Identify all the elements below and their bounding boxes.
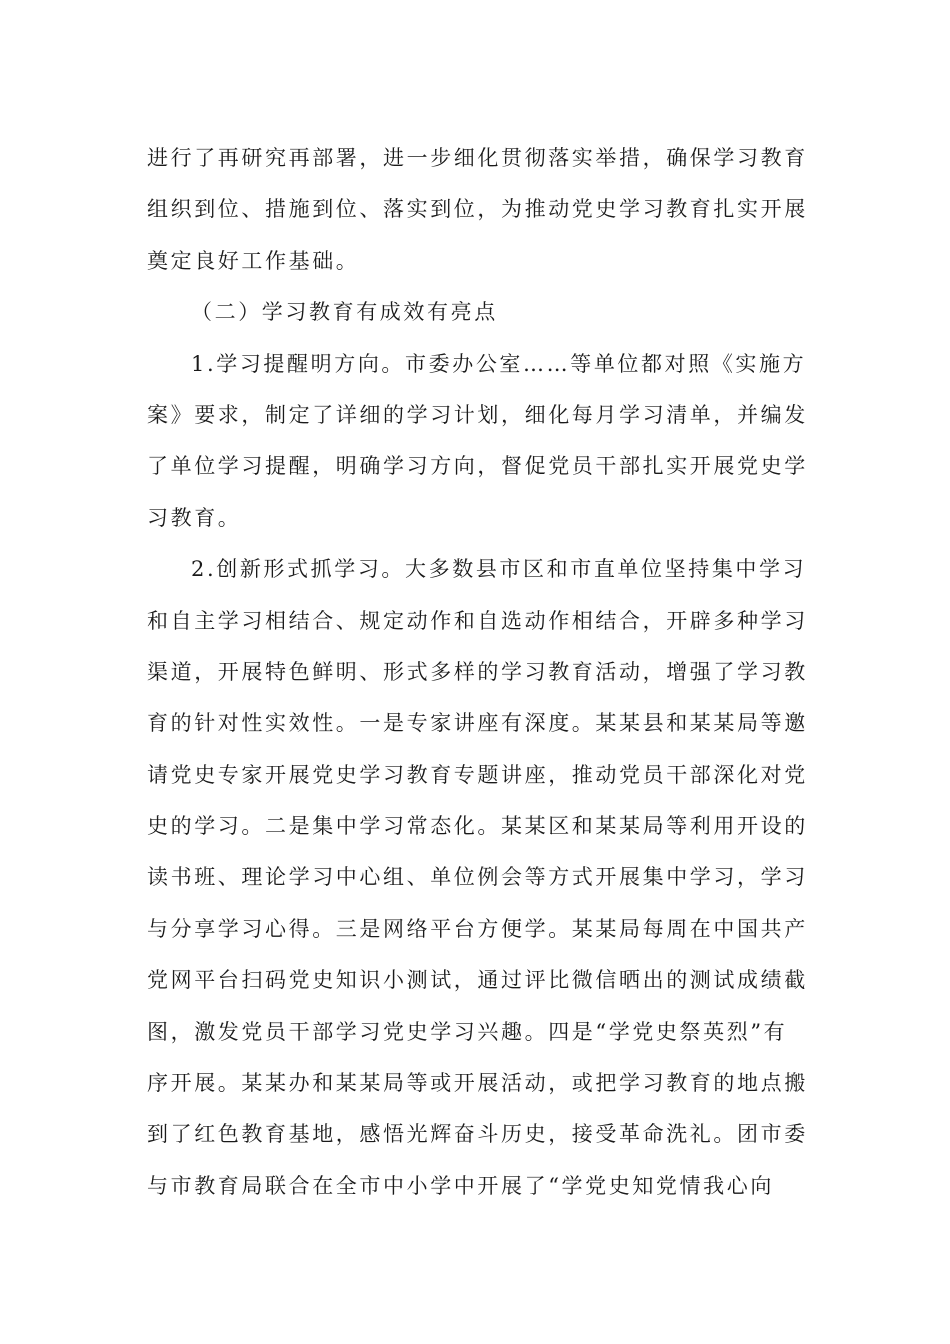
- text-line: 图，激发党员干部学习党史学习兴趣。四是“学党史祭英烈”有: [147, 1019, 788, 1044]
- text-line: 序开展。某某办和某某局等或开展活动，或把学习教育的地点搬: [147, 1071, 808, 1096]
- text-line: 了单位学习提醒，明确学习方向，督促党员干部扎实开展党史学: [147, 454, 808, 479]
- text-line: 育的针对性实效性。一是专家讲座有深度。某某县和某某局等邀: [147, 711, 808, 736]
- text-line: 党网平台扫码党史知识小测试，通过评比微信晒出的测试成绩截: [147, 968, 808, 993]
- body-text: [147, 133, 808, 1212]
- text-line: 奠定良好工作基础。: [147, 248, 360, 273]
- paragraph-first-line: 2.创新形式抓学习。大多数县市区和市直单位坚持集中学习: [191, 557, 807, 582]
- text-line: 渠道，开展特色鲜明、形式多样的学习教育活动，增强了学习教: [147, 659, 808, 684]
- text-line: 案》要求，制定了详细的学习计划，细化每月学习清单，并编发: [147, 402, 808, 427]
- paragraph-first-line: 1.学习提醒明方向。市委办公室……等单位都对照《实施方: [191, 351, 807, 376]
- text-line: 和自主学习相结合、规定动作和自选动作相结合，开辟多种学习: [147, 608, 808, 633]
- text-line: 读书班、理论学习中心组、单位例会等方式开展集中学习，学习: [147, 865, 808, 890]
- text-line: 习教育。: [147, 505, 242, 530]
- text-line: 进行了再研究再部署，进一步细化贯彻落实举措，确保学习教育: [147, 146, 808, 170]
- section-heading: （二）学习教育有成效有亮点: [191, 300, 498, 325]
- text-line: 与分享学习心得。三是网络平台方便学。某某局每周在中国共产: [147, 916, 808, 941]
- text-line: 与市教育局联合在全市中小学中开展了“学党史知党情我心向: [147, 1173, 774, 1198]
- text-line: 组织到位、措施到位、落实到位，为推动党史学习教育扎实开展: [147, 197, 808, 222]
- text-line: 到了红色教育基地，感悟光辉奋斗历史，接受革命洗礼。团市委: [147, 1122, 808, 1147]
- text-line: 史的学习。二是集中学习常态化。某某区和某某局等利用开设的: [147, 814, 808, 839]
- text-line: 请党史专家开展党史学习教育专题讲座，推动党员干部深化对党: [147, 762, 808, 787]
